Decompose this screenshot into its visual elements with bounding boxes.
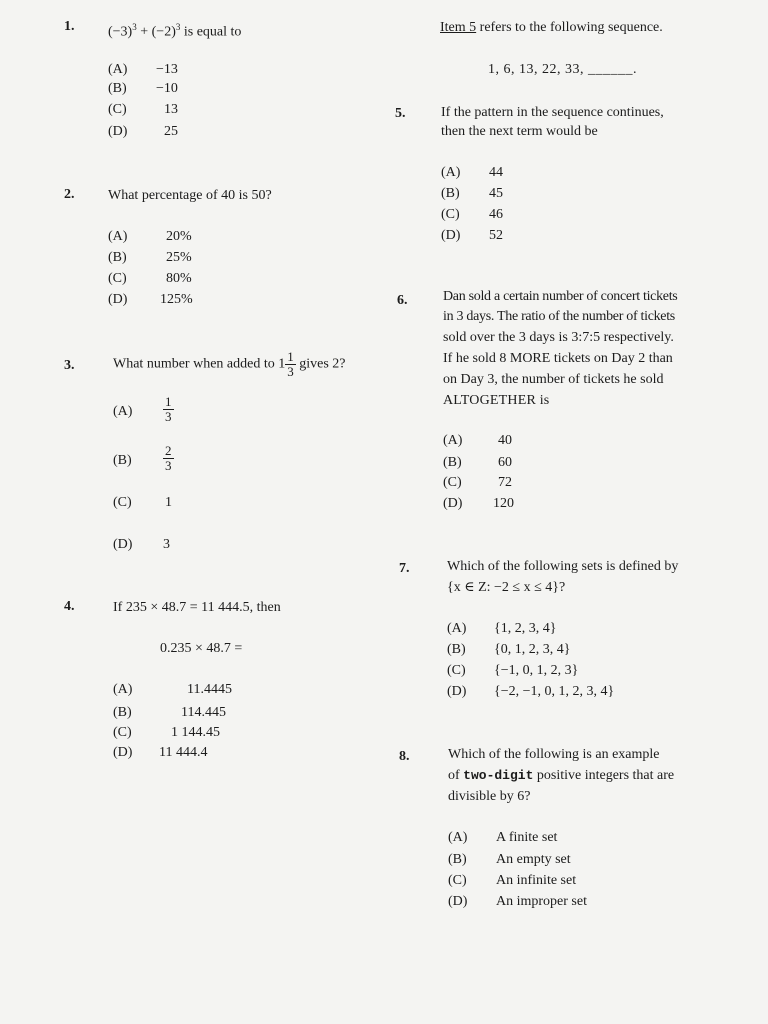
- question-stem: What number when added to 1 $\frac{1}{3}$ gives 2?: [113, 349, 346, 379]
- question-stem-line: in 3 days. The ratio of the number of tickets: [443, 309, 675, 324]
- option-c[interactable]: (C) 72: [443, 475, 512, 490]
- option-c[interactable]: (C) 80%: [108, 271, 192, 286]
- option-b[interactable]: (B) 25%: [108, 250, 192, 265]
- option-a[interactable]: (A) $\frac{1}{3}$: [113, 394, 172, 424]
- option-b[interactable]: (B) 45: [441, 186, 503, 201]
- option-d[interactable]: (D) 3: [113, 537, 170, 552]
- mixed-number-fraction: $\frac{1}{3}$: [287, 349, 294, 379]
- question-stem-line: If the pattern in the sequence continues,: [441, 105, 664, 120]
- question-stem-line: Which of the following sets is defined by: [447, 559, 679, 574]
- option-b[interactable]: (B) −10: [108, 81, 178, 96]
- question-number: 6.: [397, 293, 408, 308]
- option-d[interactable]: (D) 11 444.4: [113, 745, 208, 760]
- question-stem-line: Which of the following is an example: [448, 747, 660, 762]
- question-number: 4.: [64, 599, 75, 614]
- option-d[interactable]: (D) An improper set: [448, 894, 587, 909]
- option-c[interactable]: (C) 1: [113, 495, 172, 510]
- option-a[interactable]: (A) {1, 2, 3, 4}: [447, 621, 557, 636]
- option-d[interactable]: (D) 52: [441, 228, 503, 243]
- option-a[interactable]: (A) 20%: [108, 229, 192, 244]
- option-c[interactable]: (C) 1 144.45: [113, 725, 220, 740]
- option-d[interactable]: (D) {−2, −1, 0, 1, 2, 3, 4}: [447, 684, 615, 699]
- fraction: $\frac{2}{3}$: [165, 443, 172, 473]
- option-d[interactable]: (D) 120: [443, 496, 514, 511]
- question-stem-line: on Day 3, the number of tickets he sold: [443, 372, 664, 387]
- question-number: 1.: [64, 19, 75, 34]
- question-stem-line: Dan sold a certain number of concert tickets: [443, 289, 678, 304]
- option-d[interactable]: (D) 125%: [108, 292, 193, 307]
- option-a[interactable]: (A) 44: [441, 165, 503, 180]
- option-b[interactable]: (B) 114.445: [113, 705, 226, 720]
- question-number: 5.: [395, 106, 406, 121]
- item-intro-text: Item 5 refers to the following sequence.: [440, 20, 663, 35]
- option-a[interactable]: (A) 40: [443, 433, 512, 448]
- option-d[interactable]: (D) 25: [108, 124, 178, 139]
- question-number: 3.: [64, 358, 75, 373]
- question-stem-line: ALTOGETHER is: [443, 393, 550, 408]
- option-c[interactable]: (C) An infinite set: [448, 873, 577, 888]
- option-a[interactable]: (A) 11.4445: [113, 682, 232, 697]
- option-b[interactable]: (B) {0, 1, 2, 3, 4}: [447, 642, 571, 657]
- option-c[interactable]: (C) {−1, 0, 1, 2, 3}: [447, 663, 579, 678]
- option-b[interactable]: (B) An empty set: [448, 852, 571, 867]
- question-stem: What percentage of 40 is 50?: [108, 188, 272, 203]
- option-a[interactable]: (A) −13: [108, 62, 178, 77]
- option-c[interactable]: (C) 13: [108, 102, 178, 117]
- question-stem: $(-3)^3 + (-2)^3$ is equal to: [108, 22, 242, 40]
- fraction: $\frac{1}{3}$: [165, 394, 172, 424]
- option-b[interactable]: (B) $\frac{2}{3}$: [113, 443, 172, 473]
- question-stem-line: of two-digit positive integers that are: [448, 768, 675, 783]
- option-b[interactable]: (B) 60: [443, 455, 512, 470]
- question-stem-line: divisible by 6?: [448, 789, 531, 804]
- question-stem: If 235 × 48.7 = 11 444.5, then: [113, 600, 281, 615]
- question-stem-line: If he sold 8 MORE tickets on Day 2 than: [443, 351, 673, 366]
- option-a[interactable]: (A) A finite set: [448, 830, 558, 845]
- question-stem-line: sold over the 3 days is 3:7:5 respectively.: [443, 330, 674, 345]
- option-c[interactable]: (C) 46: [441, 207, 503, 222]
- question-expression: 0.235 × 48.7 =: [160, 641, 243, 656]
- question-number: 8.: [399, 749, 410, 764]
- set-builder-notation: {x ∈ Z: −2 ≤ x ≤ 4}?: [447, 580, 566, 595]
- question-number: 7.: [399, 561, 410, 576]
- sequence: 1, 6, 13, 22, 33, ______.: [488, 62, 637, 77]
- question-stem-line: then the next term would be: [441, 124, 598, 139]
- question-number: 2.: [64, 187, 75, 202]
